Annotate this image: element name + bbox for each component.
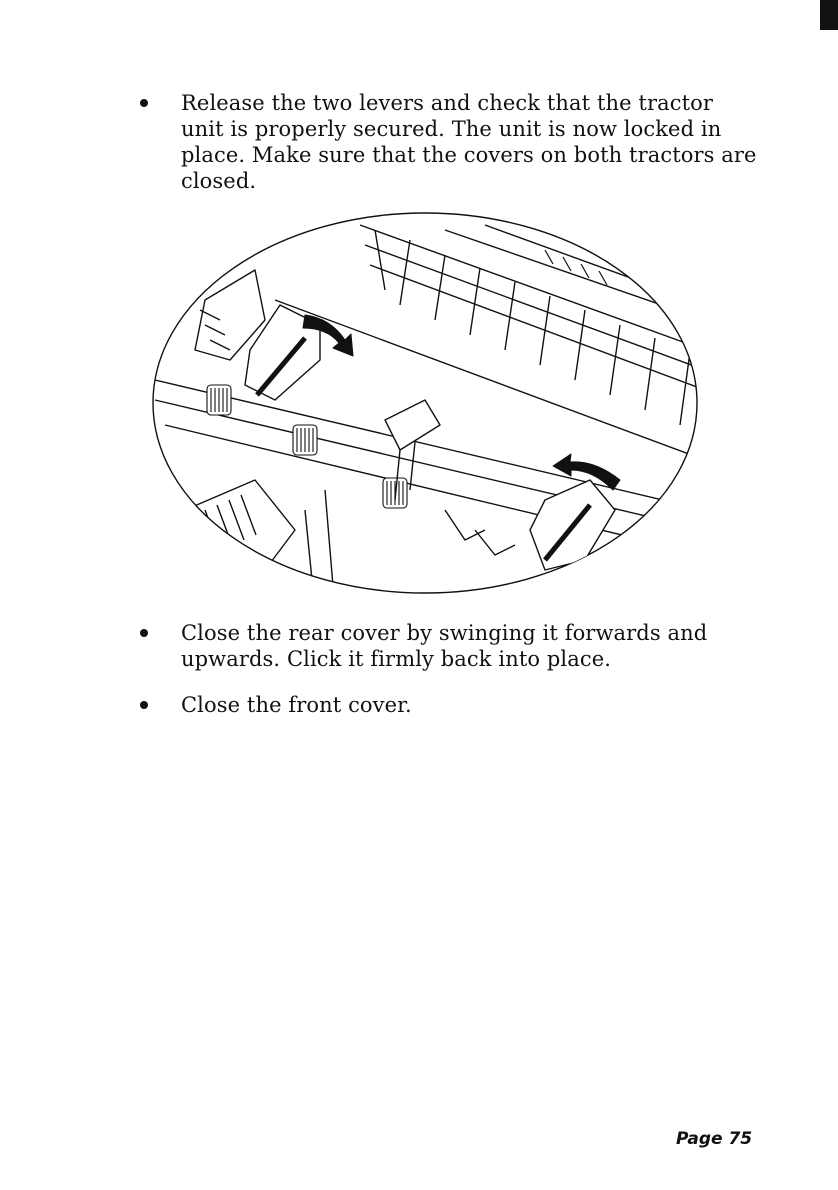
instruction-step (137, 90, 757, 194)
bullet-icon (140, 99, 148, 107)
page-edge-marker (820, 0, 838, 30)
instruction-step (137, 692, 757, 718)
page-number: Page 75 (676, 1129, 753, 1149)
instruction-list-bottom (137, 620, 757, 718)
instruction-step (137, 620, 757, 672)
instruction-text: Close the rear cover by swinging it forwards and upwards. Click it firmly back into place. (181, 621, 708, 671)
instruction-text: Release the two levers and check that the tractor unit is properly secured. The unit is now locked in place. Make sure that the covers on both tractors are closed. (181, 91, 757, 193)
instruction-text: Close the front cover. (181, 693, 412, 717)
bullet-icon (140, 629, 148, 637)
instruction-list-top (137, 90, 757, 194)
bullet-icon (140, 701, 148, 709)
tractor-unit-lever-illustration (145, 210, 705, 610)
